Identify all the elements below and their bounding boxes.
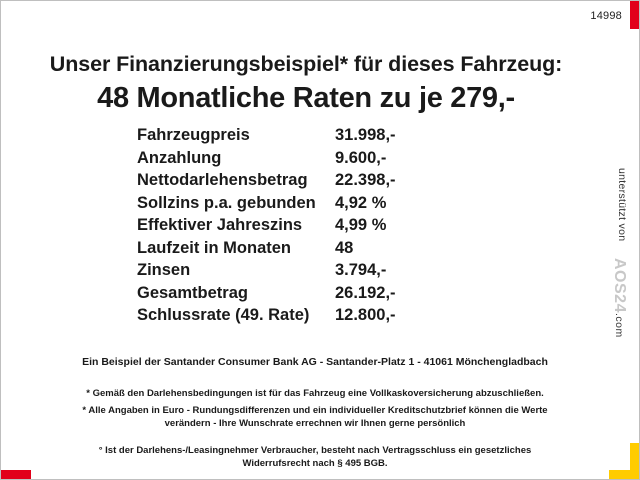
row-label: Gesamtbetrag — [137, 283, 248, 302]
withdrawal-disclaimer-line-1: ° Ist der Darlehens-/Leasingnehmer Verbraucher, besteht nach Vertragsschluss ein gesetzliches — [98, 445, 532, 456]
row-label: Effektiver Jahreszins — [137, 216, 303, 234]
currency-disclaimer — [24, 404, 606, 430]
sidebar-brand — [610, 258, 628, 338]
right-color-bar — [630, 1, 639, 471]
row-label: Sollzins p.a. gebunden — [137, 193, 316, 212]
finance-table — [137, 124, 477, 327]
table-row — [137, 192, 477, 215]
currency-disclaimer-line-1: * Alle Angaben in Euro - Rundungsdifferenzen und ein individueller Kreditschutzbrief können die Werte — [82, 405, 548, 416]
table-row — [137, 169, 477, 192]
sidebar-brand-suffix: .com — [613, 312, 625, 338]
color-segment-red — [1, 470, 31, 479]
row-value: 4,99 % — [335, 216, 387, 234]
insurance-disclaimer: * Gemäß den Darlehensbedingungen ist für das Fahrzeug eine Vollkaskoversicherung abzuschließen. — [86, 388, 544, 399]
currency-disclaimer-line-2: verändern - Ihre Wunschrate errechnen wir Ihnen gerne persönlich — [164, 418, 466, 429]
table-row — [137, 282, 477, 305]
bank-disclaimer: Ein Beispiel der Santander Consumer Bank AG - Santander-Platz 1 - 41061 Mönchengladbach — [82, 356, 548, 368]
row-value: 9.600,- — [335, 148, 387, 167]
row-label: Nettodarlehensbetrag — [137, 171, 308, 189]
row-label: Laufzeit in Monaten — [137, 238, 291, 257]
row-value: 31.998,- — [335, 126, 396, 144]
document-id: 14998 — [590, 10, 622, 22]
row-value: 48 — [335, 238, 354, 257]
withdrawal-disclaimer-line-2: Widerrufsrecht nach § 495 BGB. — [242, 458, 388, 469]
table-row — [137, 304, 477, 327]
table-row — [137, 237, 477, 260]
row-label: Fahrzeugpreis — [137, 126, 250, 144]
row-value: 12.800,- — [335, 306, 396, 324]
row-label: Zinsen — [137, 261, 191, 279]
row-value: 4,92 % — [335, 193, 387, 212]
table-row — [137, 259, 477, 282]
row-value: 3.794,- — [335, 261, 387, 279]
color-segment-white — [31, 470, 609, 479]
withdrawal-disclaimer — [24, 444, 606, 470]
row-label: Anzahlung — [137, 148, 222, 167]
table-row — [137, 214, 477, 237]
sidebar-brand-name: AOS24 — [611, 258, 628, 313]
table-row — [137, 147, 477, 170]
page-title: Unser Finanzierungsbeispiel* für dieses Fahrzeug: — [49, 52, 563, 76]
color-segment-red — [630, 1, 639, 29]
sidebar-support-text: unterstützt von — [616, 168, 628, 242]
row-label: Schlussrate (49. Rate) — [137, 306, 310, 324]
color-segment-yellow — [609, 470, 639, 479]
color-segment-white — [630, 29, 639, 443]
color-segment-yellow — [630, 443, 639, 471]
row-value: 26.192,- — [335, 283, 396, 302]
table-row — [137, 124, 477, 147]
row-value: 22.398,- — [335, 171, 396, 189]
bottom-color-bar — [1, 470, 639, 479]
page-subtitle: 48 Monatliche Raten zu je 279,- — [97, 82, 515, 114]
